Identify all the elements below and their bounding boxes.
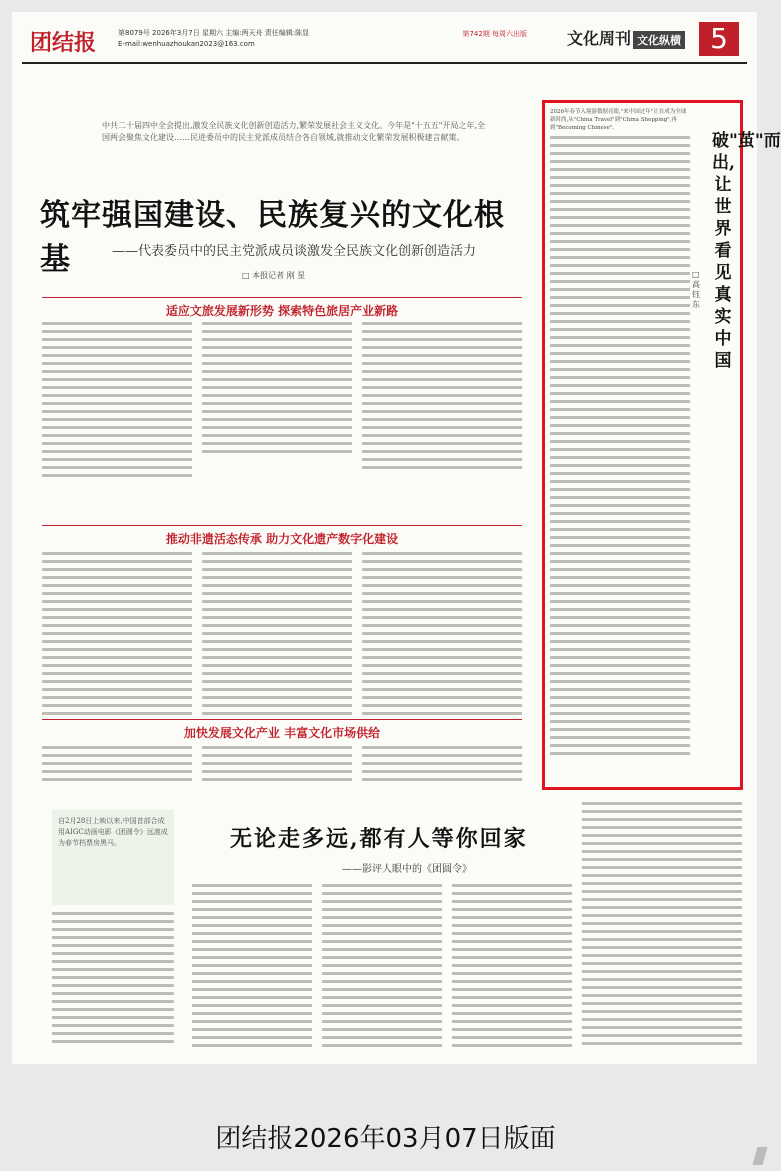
newspaper-logo: 团结报 bbox=[30, 30, 97, 56]
section-tag: 文化纵横 bbox=[633, 31, 685, 49]
body-column bbox=[202, 322, 352, 522]
section-title bbox=[567, 26, 685, 49]
body-column bbox=[452, 884, 572, 1054]
lead-quote: 中共二十届四中全会提出,激发全民族文化创新创造活力,繁荣发展社会主义文化。今年是"十五五"开局之年,全国两会聚焦文化建设……民进委员中的民主党派成员结合各自领域,就推动文化繁荣发展积极建言献策。 bbox=[102, 121, 485, 142]
body-column bbox=[42, 552, 192, 722]
body-column bbox=[202, 552, 352, 722]
side-article-body bbox=[550, 108, 690, 778]
side-article-intro: 2026年春节入境游数据亮眼,"来中国过年"正在成为全球新时尚,从"China Travel"到"China Shopping",再到"Becoming Chinese"。 bbox=[550, 109, 687, 131]
film-note-box bbox=[52, 810, 174, 905]
masthead-info bbox=[118, 28, 309, 50]
body-column bbox=[192, 884, 312, 1054]
side-article-author: □ 高钰东 bbox=[692, 270, 700, 309]
masthead bbox=[22, 20, 747, 64]
body-column bbox=[42, 322, 192, 522]
section-rule bbox=[42, 525, 522, 526]
section-heading-3: 加快发展文化产业 丰富文化市场供给 bbox=[183, 726, 381, 740]
section-heading-2: 推动非遗活态传承 助力文化遗产数字化建设 bbox=[165, 532, 399, 546]
main-article-title: 筑牢强国建设、民族复兴的文化根基 bbox=[40, 198, 505, 277]
body-column bbox=[202, 746, 352, 786]
page-caption: 团结报2026年03月07日版面 bbox=[215, 1124, 556, 1154]
body-column bbox=[362, 552, 522, 722]
body-column bbox=[42, 746, 192, 786]
body-column bbox=[322, 884, 442, 1054]
weekly-note: 第742期 每周六出版 bbox=[462, 30, 527, 38]
lower-article-subtitle: ——影评人眼中的《团圆令》 bbox=[342, 864, 472, 875]
body-column bbox=[362, 322, 522, 522]
film-note-text: 自2月28日上映以来,中国首部合成用AIGC动画电影《团圆令》远渡成为春节档票房黑马。 bbox=[58, 817, 168, 847]
lower-article-title: 无论走多远,都有人等你回家 bbox=[230, 826, 528, 852]
section-name: 文化周刊 bbox=[566, 29, 631, 48]
newspaper-page bbox=[12, 12, 781, 1064]
body-column bbox=[362, 746, 522, 786]
page-number: 5 bbox=[699, 22, 739, 56]
main-article-subtitle: ——代表委员中的民主党派成员谈激发全民族文化创新创造活力 bbox=[112, 244, 477, 259]
section-heading-1: 适应文旅发展新形势 探索特色旅居产业新路 bbox=[165, 304, 399, 318]
issue-line: 第8079号 2026年3月7日 星期六 主编:两天舟 责任编辑:陈显 bbox=[118, 29, 310, 37]
body-column bbox=[52, 912, 174, 1052]
email-line: E-mail:wenhuazhoukan2023@163.com bbox=[118, 40, 255, 48]
section-rule bbox=[42, 297, 522, 298]
body-column bbox=[582, 802, 742, 1052]
main-article-byline: □ 本报记者 刚 星 bbox=[242, 271, 306, 280]
section-rule bbox=[42, 719, 522, 720]
side-article-title: 破"茧"而出,让世界看见真实中国 bbox=[712, 131, 781, 371]
